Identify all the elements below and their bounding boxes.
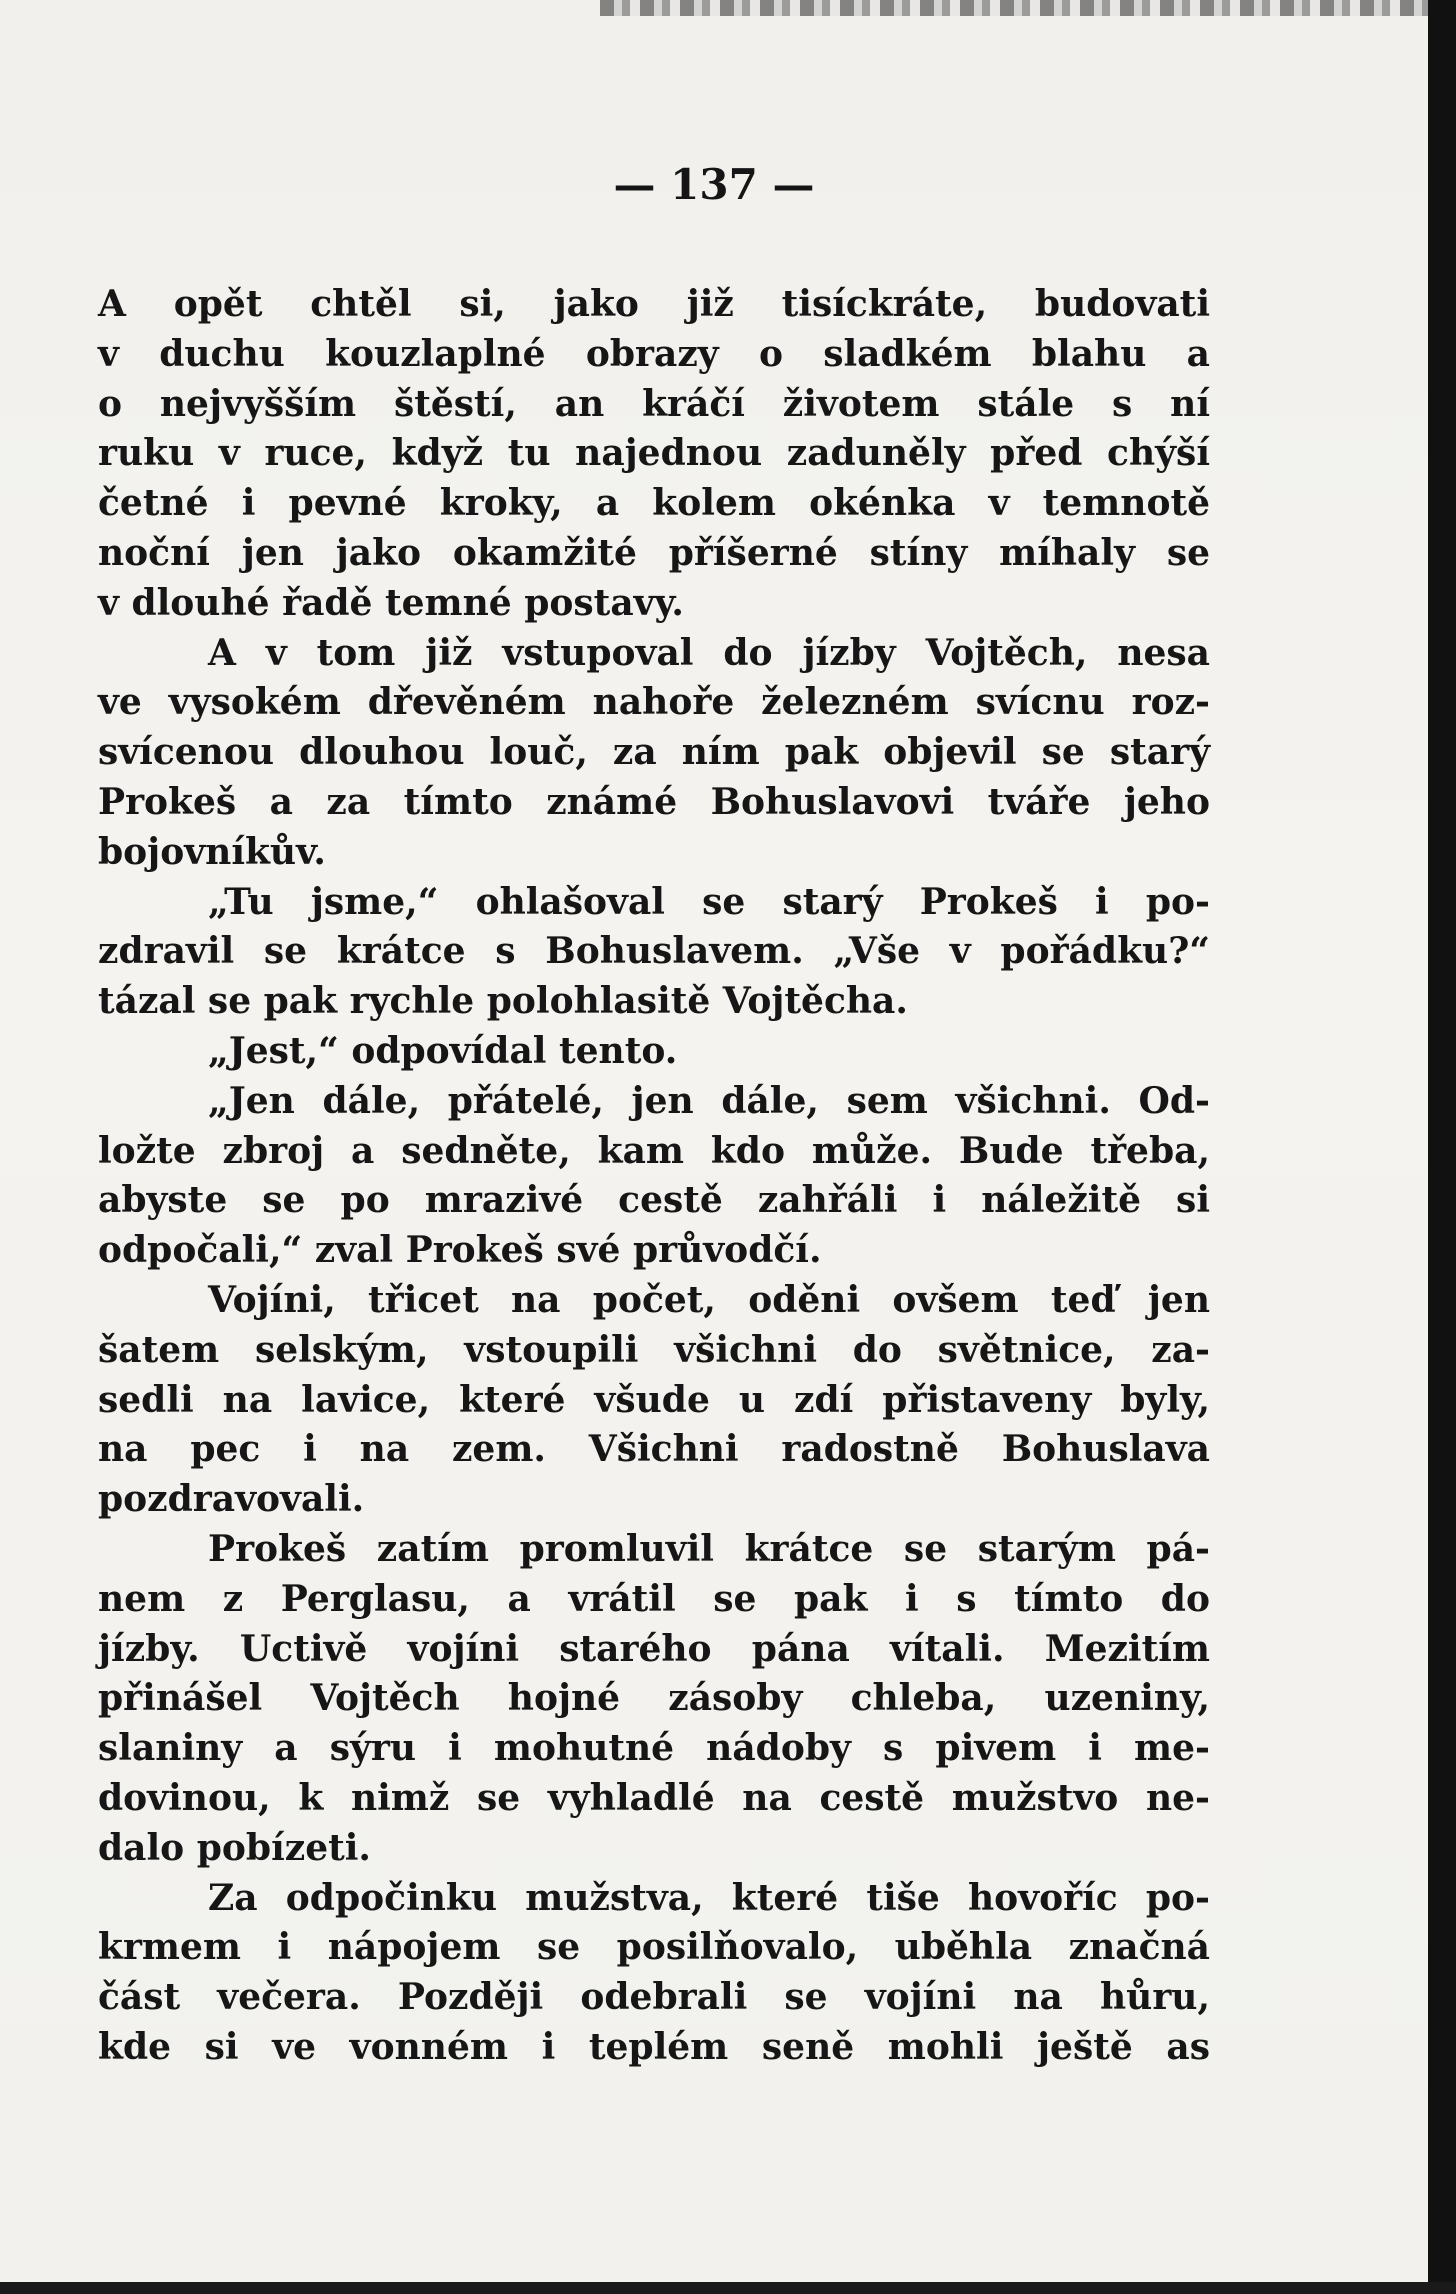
text-line: A opět chtěl si, jako již tisíckráte, budovati: [98, 283, 1210, 325]
body-text: [98, 280, 1210, 2073]
text-line: „Jen dále, přátelé, jen dále, sem všichni. Od-: [208, 1079, 1210, 1122]
text-line: přinášel Vojtěch hojné zásoby chleba, uzeniny,: [98, 1677, 1210, 1720]
text-line: dalo pobízeti.: [98, 1826, 371, 1869]
text-line: kde si ve vonném i teplém seně mohli ještě as: [98, 2025, 1210, 2068]
scan-edge-noise: [600, 0, 1428, 16]
text-line: tázal se pak rychle polohlasitě Vojtěcha.: [98, 980, 908, 1023]
text-line: v duchu kouzlaplné obrazy o sladkém blahu a: [98, 332, 1210, 375]
text-line: Prokeš a za tímto známé Bohuslavovi tváře jeho: [98, 780, 1210, 823]
scan-border-bottom: [0, 2282, 1456, 2294]
text-line: na pec i na zem. Všichni radostně Bohuslava: [98, 1428, 1210, 1471]
text-line: sedli na lavice, které všude u zdí přistaveny byly,: [98, 1378, 1210, 1421]
text-line: pozdravovali.: [98, 1478, 365, 1521]
text-line: slaniny a sýru i mohutné nádoby s pivem i me-: [98, 1727, 1210, 1770]
text-line: četné i pevné kroky, a kolem okénka v temnotě: [98, 482, 1210, 525]
text-line: Vojíni, třicet na počet, oděni ovšem teď jen: [208, 1278, 1210, 1321]
text-line: dovinou, k nimž se vyhladlé na cestě mužstvo ne-: [98, 1776, 1210, 1819]
text-line: „Tu jsme,“ ohlašoval se starý Prokeš i po-: [208, 880, 1210, 923]
text-line: nem z Perglasu, a vrátil se pak i s tímto do: [98, 1577, 1210, 1620]
text-line: bojovníkův.: [98, 830, 326, 873]
text-line: o nejvyšším štěstí, an kráčí životem stále s ní: [98, 382, 1210, 425]
text-line: Prokeš zatím promluvil krátce se starým pá-: [208, 1527, 1210, 1570]
text-line: krmem i nápojem se posilňovalo, uběhla značná: [98, 1926, 1210, 1969]
text-line: abyste se po mrazivé cestě zahřáli i náležitě si: [98, 1179, 1210, 1222]
text-line: noční jen jako okamžité příšerné stíny míhaly se: [98, 531, 1210, 574]
page-number: — 137 —: [613, 160, 815, 209]
scan-border-right: [1428, 0, 1456, 2294]
text-line: ruku v ruce, když tu najednou zaduněly před chýší: [98, 432, 1210, 475]
text-line: „Jest,“ odpovídal tento.: [208, 1029, 678, 1072]
text-line: část večera. Později odebrali se vojíni na hůru,: [98, 1976, 1210, 2019]
text-line: v dlouhé řadě temné postavy.: [98, 581, 684, 624]
text-line: A v tom již vstupoval do jízby Vojtěch, nesa: [208, 631, 1210, 674]
text-line: ložte zbroj a sedněte, kam kdo může. Bude třeba,: [98, 1129, 1210, 1172]
text-line: zdravil se krátce s Bohuslavem. „Vše v pořádku?“: [98, 930, 1210, 973]
text-line: svícenou dlouhou louč, za ním pak objevil se starý: [98, 731, 1210, 774]
text-line: šatem selským, vstoupili všichni do světnice, za-: [98, 1328, 1210, 1371]
text-line: ve vysokém dřevěném nahoře železném svícnu roz-: [98, 681, 1210, 724]
text-line: jízby. Uctivě vojíni starého pána vítali. Mezitím: [98, 1627, 1210, 1670]
text-line: odpočali,“ zval Prokeš své průvodčí.: [98, 1229, 822, 1272]
text-line: Za odpočinku mužstva, které tiše hovoříc po-: [208, 1876, 1210, 1919]
